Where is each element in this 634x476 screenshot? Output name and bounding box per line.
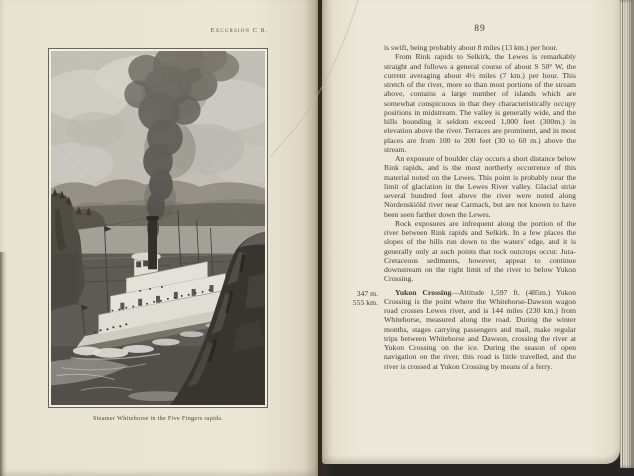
paragraph: Rock exposures are infrequent along the portion of the river between Rink rapids and Selkirk. In a few places the slopes of the hills run down to the waters' edge, and it is generally only at such points that rock outcrops occur. Jura-Cretaceous sediments, however, appear to continue downstream on the right limit of the river to below Yukon Crossing.: [384, 218, 576, 284]
page-number: 89: [474, 24, 486, 34]
mileage-miles: 347 m.: [356, 288, 378, 298]
mileage-km: 555 km.: [352, 297, 378, 307]
text-column: [352, 24, 576, 371]
paragraph: An exposure of boulder clay occurs a short distance below Rink rapids, and is the most northerly occurrence of this material noted on the Lewes. This point is probably near the limit of glaciation in the Lewes River valley. Glacial striæ several hundred feet above the river were noted along Nordenskiöld river near Carmack, but are not known to have been seen farther down the Lewes.: [384, 154, 576, 219]
sepia-wash: [51, 51, 265, 405]
photo-plate: [48, 48, 268, 408]
yukon-crossing-entry: [352, 287, 576, 371]
entry-heading: Yukon Crossing: [395, 287, 452, 297]
photo-caption: Steamer Whitehorse in the Five Fingers rapids.: [92, 415, 224, 422]
page-edges-right: [620, 0, 634, 468]
paragraph-continuation: is swift, being probably about 8 miles (13 km.) per hour.: [384, 43, 558, 52]
right-page: [322, 0, 620, 464]
steamer-photo: [51, 51, 265, 405]
paragraph: [384, 288, 576, 371]
paragraph: From Rink rapids to Selkirk, the Lewes is remarkably straight and follows a general course of about S 50° W, the current averaging about 4½ miles (7 km.) per hour. This stretch of the river, more so than most portions of the stream above, contains a large number of islands which are somewhat conspicuous in that they characteristically occupy positions in midstream. The valley is generally wide, and the hills bounding it seldom exceed 1,000 feet (300m.) in elevation above the river. Terraces are prominent, and in most places are from 100 to 200 feet (30 to 60 m.) above the stream.: [384, 52, 576, 154]
entry-body: —Altitude 1,597 ft. (485m.) Yukon Crossing is the point where the Whitehorse-Dawson wagon road crosses Lewes river, and is 144 miles (230 km.) from Whitehorse, measured along the road. During the winter months, stages carrying passengers and mail, make regular trips between Whitehorse and Dawson, crossing the river at Yukon Crossing on the ice. During the season of open navigation on the river, this road is little travelled, and the river is crossed at Yukon Crossing by means of a ferry.: [384, 287, 576, 371]
running-header: Excursion C 8.: [210, 27, 268, 34]
mileage-margin-note: [338, 289, 378, 308]
